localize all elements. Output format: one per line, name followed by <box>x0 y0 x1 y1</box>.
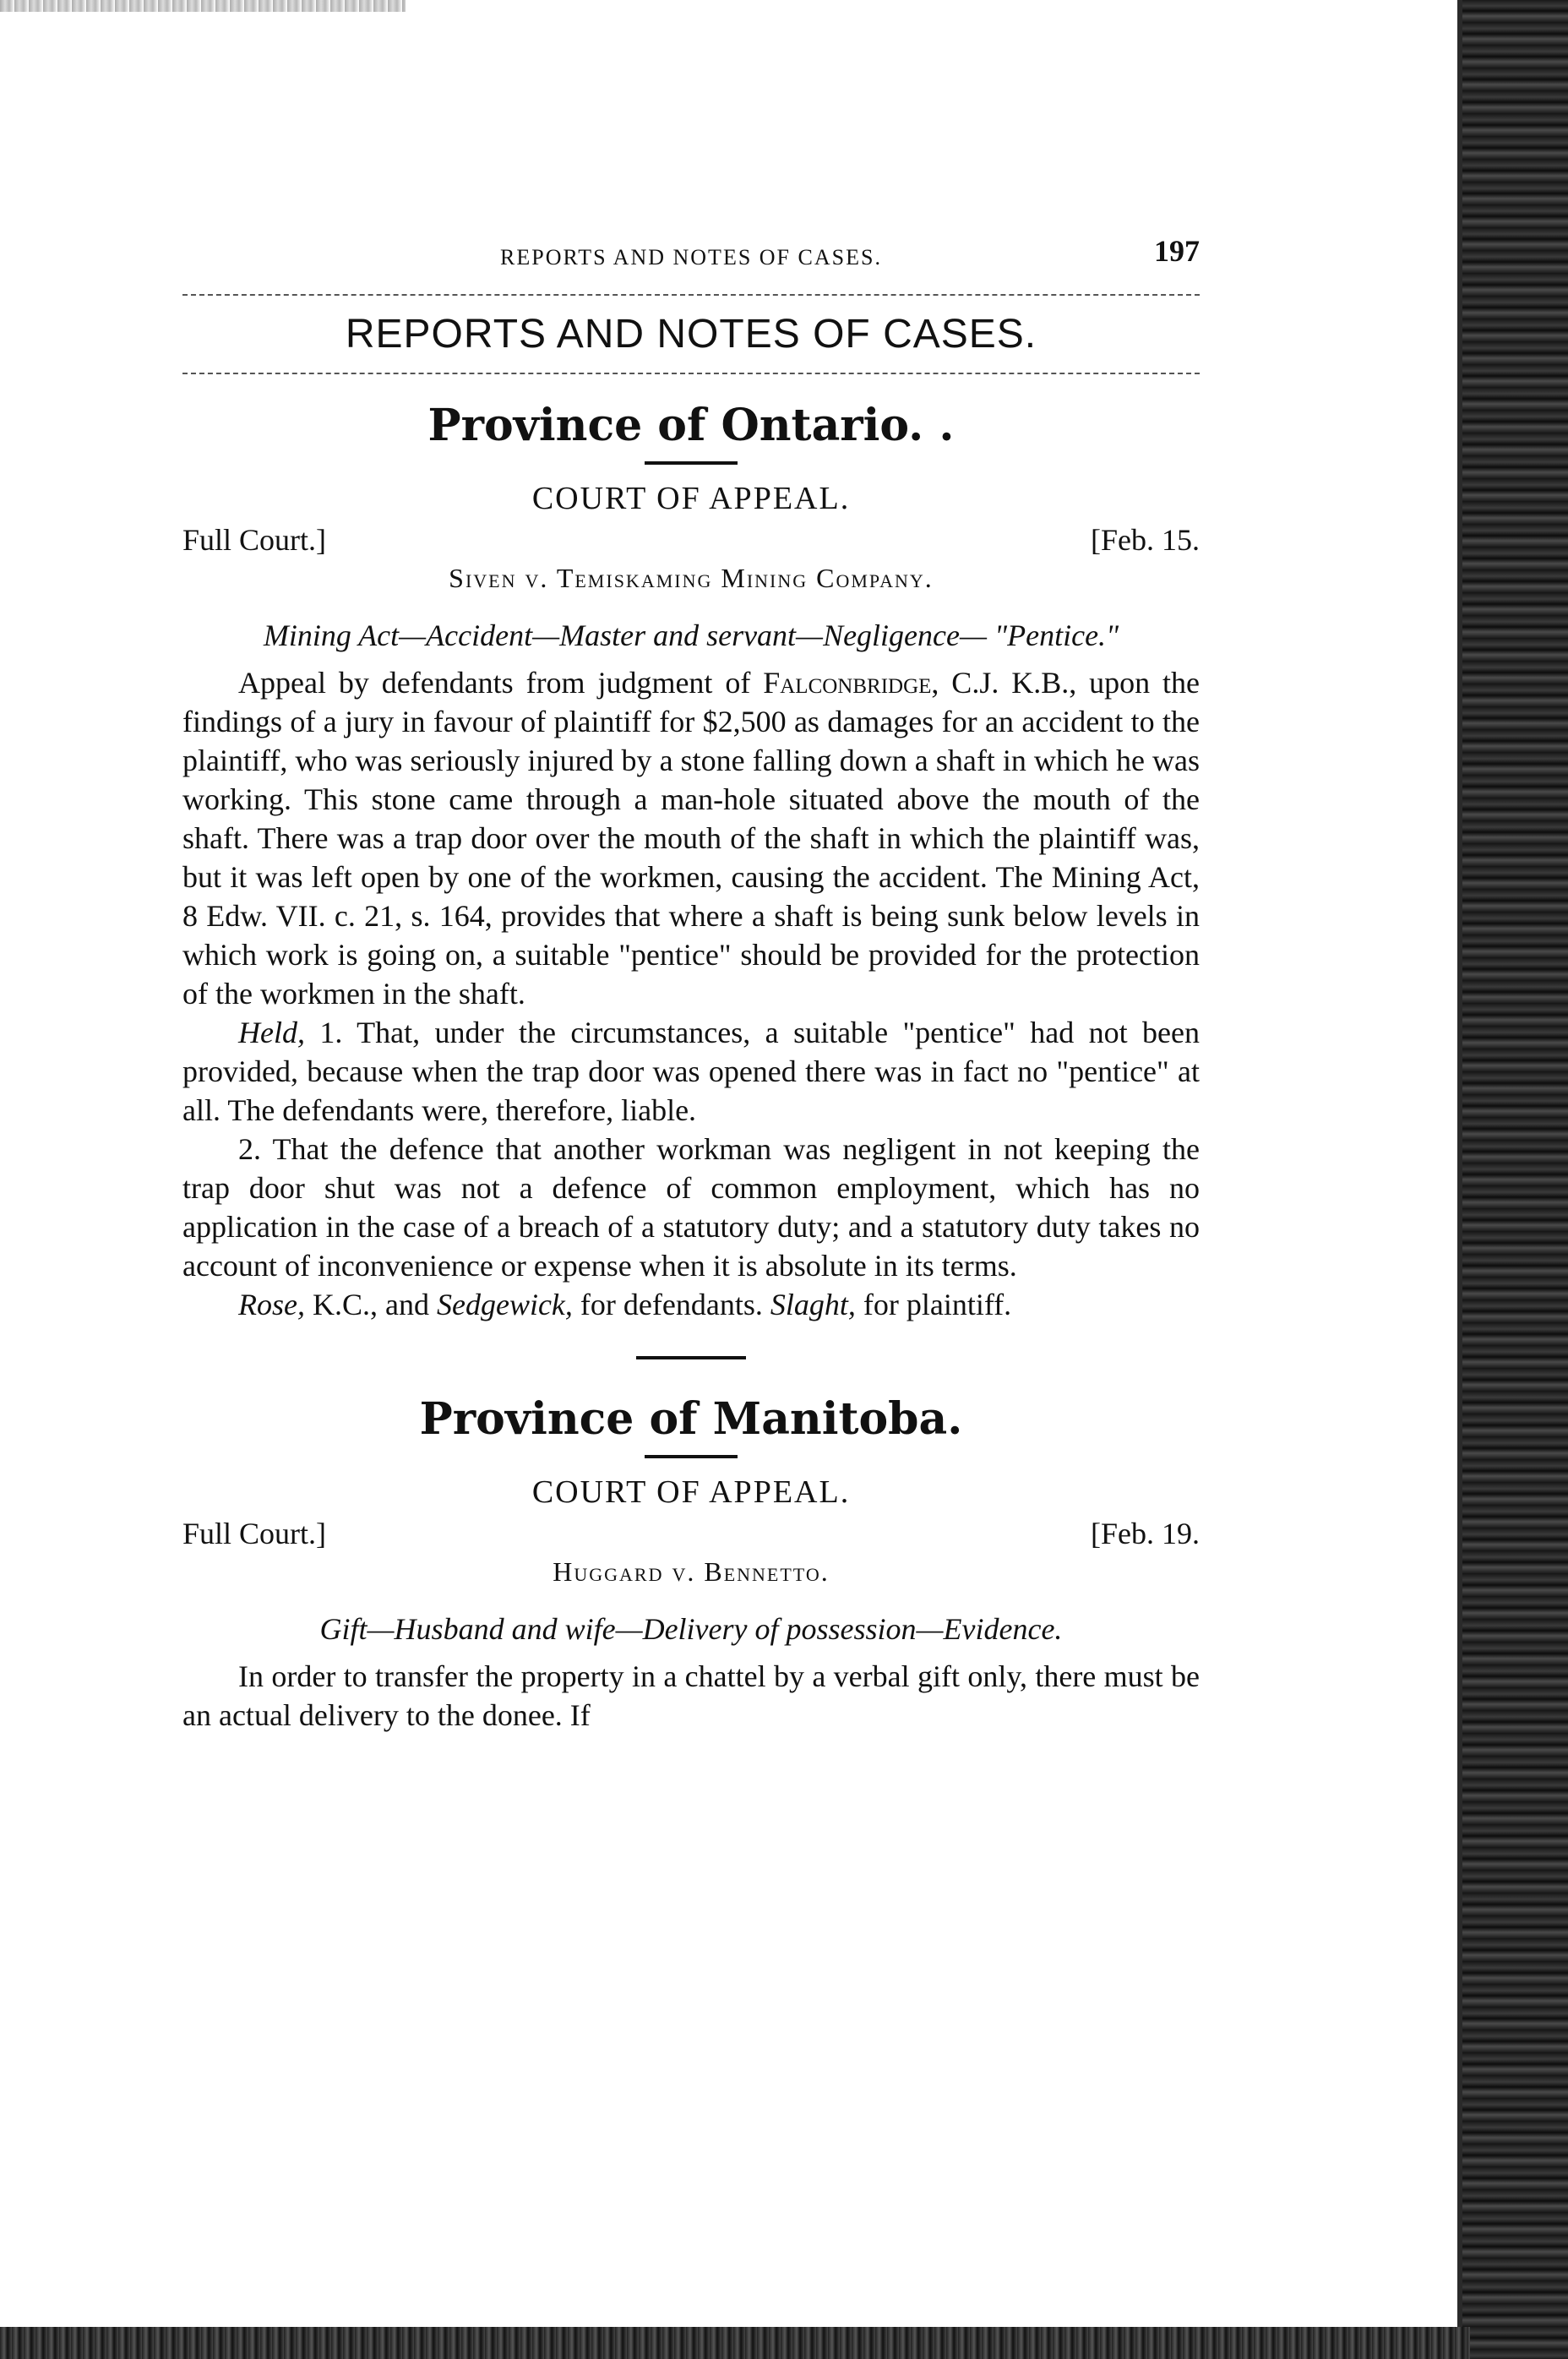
page-content <box>182 228 1200 1735</box>
manitoba-case <box>182 1393 1200 1735</box>
case-date: [Feb. 15. <box>1091 523 1200 557</box>
bench: Full Court.] <box>182 523 327 557</box>
case-separator <box>636 1356 746 1359</box>
paragraph-held <box>182 1013 1200 1130</box>
section-rule <box>182 373 1200 374</box>
page-number: 197 <box>1154 234 1200 268</box>
court-name: COURT OF APPEAL. <box>531 1474 851 1510</box>
text: 1. That, under the circumstances, a suitable "pentice" had not been provided, because when the trap door was opened there was in fact no "pentice" at all. The defendants were, therefore, liable. <box>182 1016 1200 1127</box>
scan-bottom-edge <box>0 2327 1470 2359</box>
counsel-name: Sedgewick, <box>436 1288 573 1321</box>
section-title: REPORTS AND NOTES OF CASES. <box>345 312 1037 357</box>
paragraph-appeal <box>182 663 1200 1013</box>
ontario-case <box>182 400 1200 1324</box>
province-heading-ontario: Province of Ontario. . <box>427 400 955 451</box>
text: , C.J. K.B., upon the findings of a jury in favour of plaintiff for $2,500 as damages for an accident to the plaintiff, who was seriously injured by a stone falling down a shaft in which he was working. This stone came through a man-hole situated above the mouth of the shaft. There was a trap door over the mouth of the shaft in which the plaintiff was, but it was left open by one of the workmen, causing the accident. The Mining Act, 8 Edw. VII. c. 21, s. 164, provides that where a shaft is being sunk below levels in which work is going on, a suitable "pentice" should be provided for the protection of the workmen in the shaft. <box>182 666 1200 1011</box>
case-meta <box>182 522 1200 558</box>
paragraph-2: 2. That the defence that another workman was negligent in not keeping the trap door shut was not a defence of common employment, which has no application in the case of a breach of a statutory duty; and a statutory duty takes no account of inconvenience or expense when it is absolute in its terms. <box>182 1132 1200 1283</box>
header-rule <box>182 294 1200 296</box>
scan-top-edge <box>0 0 406 12</box>
paragraph-gift: In order to transfer the property in a chattel by a verbal gift only, there must be an actual delivery to the donee. If <box>182 1659 1200 1732</box>
case-name: Huggard v. Bennetto. <box>553 1556 830 1587</box>
running-head <box>182 228 1200 279</box>
counsel-name: Rose, <box>238 1288 305 1321</box>
text: Appeal by defendants from judgment of <box>238 666 764 700</box>
text: for plaintiff. <box>855 1288 1012 1321</box>
counsel-name: Slaght, <box>770 1288 856 1321</box>
scan-page-edge <box>1462 0 1568 2359</box>
headnote: Mining Act—Accident—Master and servant—Negligence— "Pentice." <box>263 618 1119 652</box>
case-name: Siven v. Temiskaming Mining Company. <box>449 563 934 593</box>
province-heading-manitoba: Province of Manitoba. <box>419 1393 963 1445</box>
text: K.C., and <box>304 1288 437 1321</box>
paragraph-counsel <box>182 1285 1200 1324</box>
case-meta <box>182 1516 1200 1551</box>
running-head-title: REPORTS AND NOTES OF CASES. <box>500 245 882 270</box>
case-date: [Feb. 19. <box>1091 1517 1200 1550</box>
province-rule <box>645 1455 738 1458</box>
held-label: Held, <box>238 1016 305 1049</box>
bench: Full Court.] <box>182 1517 327 1550</box>
text: for defendants. <box>572 1288 770 1321</box>
court-name: COURT OF APPEAL. <box>531 481 851 516</box>
headnote: Gift—Husband and wife—Delivery of possession—Evidence. <box>319 1612 1063 1646</box>
province-rule <box>645 461 738 465</box>
judge-name: Falconbridge <box>763 666 932 700</box>
